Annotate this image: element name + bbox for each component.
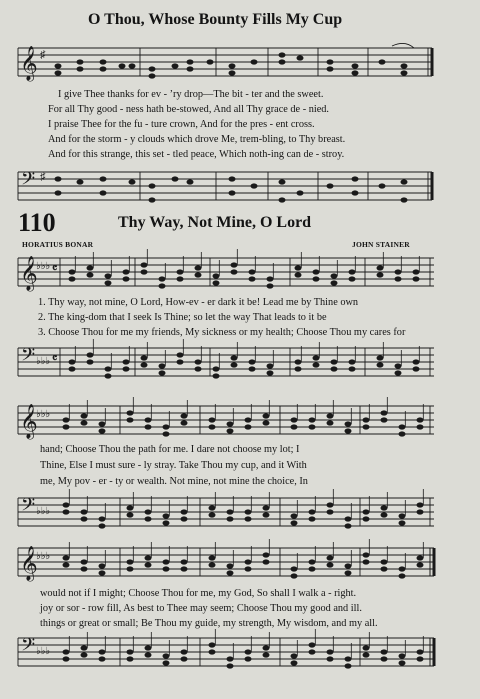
note-head [363,516,370,521]
hymn-author: HORATIUS BONAR [22,240,94,249]
note-head [145,645,152,650]
note-head [231,362,238,367]
note-head [105,373,112,378]
note-head [145,417,152,422]
note-head [163,660,170,665]
note-head [345,523,352,528]
note-head [327,649,334,654]
note-head [141,355,148,360]
note-head [327,555,334,560]
note-head [163,424,170,429]
note-head [141,269,148,274]
note-head [245,649,252,654]
note-head [81,559,88,564]
note-head [295,366,302,371]
note-head [345,421,352,426]
note-head [381,410,388,415]
note-head [245,559,252,564]
note-head [81,652,88,657]
note-head [63,649,70,654]
note-head [327,420,334,425]
note-head [181,566,188,571]
note-head [377,362,384,367]
note-head [213,366,220,371]
hymn-composer: JOHN STAINER [352,240,410,249]
note-head [381,649,388,654]
note-head [63,562,70,567]
note-head [417,649,424,654]
key-signature-icon: ♭♭♭ [36,409,51,420]
note-head [231,269,238,274]
note-head [267,276,274,281]
note-head [349,276,356,281]
svg-text:𝄢: 𝄢 [21,168,36,193]
note-head [81,413,88,418]
hymn2-sys2-verse-2: Thine, Else I must sure - ly stray. Take Thou my cup, and it With [40,460,307,471]
note-head [145,652,152,657]
note-head [209,512,216,517]
note-head [163,431,170,436]
note-head [313,355,320,360]
note-head [291,513,298,518]
hymn1-verse-4: And for the storm - y clouds which drove Me, trem-bling, to Thy breast. [48,134,346,145]
note-head [209,642,216,647]
note-head [245,656,252,661]
hymn2-sys2-verse-3: me, My pov - er - ty or wealth. Not mine, not mine the choice, In [40,476,308,487]
svg-text:♯: ♯ [40,49,46,61]
note-head [363,552,370,557]
note-head [363,645,370,650]
note-head [227,570,234,575]
note-head [163,513,170,518]
note-head [327,413,334,418]
treble-clef-icon: 𝄞 [20,404,38,439]
key-signature-icon: ♭♭♭ [36,356,51,367]
hymn2-sys3-verse-2: joy or sor - row fill, As best to Thee may seem; Choose Thou my good and ill. [40,603,362,614]
note-head [231,355,238,360]
note-head [231,262,238,267]
note-head [245,509,252,514]
treble-clef-icon: 𝄞 [20,256,38,291]
note-head [395,363,402,368]
treble-staff [0,540,480,584]
note-head [309,516,316,521]
note-head [81,566,88,571]
note-head [395,269,402,274]
note-head [141,262,148,267]
note-head [295,265,302,270]
key-signature-icon: ♭♭♭ [36,551,51,562]
note-head [127,410,134,415]
note-head [309,649,316,654]
key-signature-icon: ♭♭♭ [36,506,51,517]
note-head [377,272,384,277]
note-head [177,359,184,364]
note-head [87,265,94,270]
note-head [381,566,388,571]
note-head [249,269,256,274]
note-head [99,656,106,661]
note-head [263,505,270,510]
note-head [295,359,302,364]
note-head [181,420,188,425]
note-head [127,559,134,564]
note-head [263,413,270,418]
note-head [99,649,106,654]
hymn1-verse-5: And for this strange, this set - tled peace, Which noth-ing can de - stroy. [48,149,345,160]
treble-clef-icon: 𝄞 [20,546,38,581]
note-head [141,362,148,367]
note-head [263,559,270,564]
note-head [263,420,270,425]
note-head [69,366,76,371]
note-head [163,520,170,525]
note-head [245,417,252,422]
note-head [145,509,152,514]
note-head [209,424,216,429]
note-head [99,421,106,426]
note-head [181,559,188,564]
note-head [81,420,88,425]
note-head [177,269,184,274]
key-signature-icon: ♭♭♭ [36,646,51,657]
note-head [159,363,166,368]
svg-text:♯: ♯ [40,171,46,183]
note-head [227,656,234,661]
note-head [195,272,202,277]
note-head [381,505,388,510]
note-head [63,656,70,661]
note-head [99,516,106,521]
note-head [227,516,234,521]
note-head [209,505,216,510]
note-head [127,512,134,517]
hymn2-sys1-verse-3: 3. Choose Thou for me my friends, My sickness or my health; Choose Thou my cares for [38,327,406,338]
note-head [249,359,256,364]
note-head [417,555,424,560]
hymn-title: Thy Way, Not Mine, O Lord [118,214,312,231]
note-head [163,559,170,564]
note-head [195,366,202,371]
note-head [381,656,388,661]
treble-staff [0,398,480,442]
bass-clef-icon: 𝄢 [21,635,36,660]
note-head [377,265,384,270]
note-head [345,570,352,575]
note-head [327,562,334,567]
note-head [127,566,134,571]
note-head [195,265,202,270]
note-head [209,562,216,567]
note-head [363,559,370,564]
note-head [87,272,94,277]
note-head [399,520,406,525]
hymn1-verse-3: I praise Thee for the fu - ture crown, And for the pres - ent cross. [48,119,315,130]
note-head [159,370,166,375]
treble-staff [0,40,480,90]
note-head [349,359,356,364]
note-head [291,660,298,665]
note-head [399,653,406,658]
note-head [127,656,134,661]
hymn1-verse-2: For all Thy good - ness hath be-stowed, And all Thy grace de - nied. [48,104,330,115]
hymn2-sys2-verse-1: hand; Choose Thou the path for me. I dare not choose my lot; I [40,444,300,455]
note-head [127,649,134,654]
note-head [413,276,420,281]
note-head [381,417,388,422]
note-head [399,660,406,665]
note-head [417,417,424,422]
note-head [381,512,388,517]
note-head [209,417,216,422]
note-head [327,656,334,661]
hymn2-sys1-verse-1: 1. Thy way, not mine, O Lord, How-ev - er dark it be! Lead me by Thine own [38,297,359,308]
note-head [345,428,352,433]
time-signature-icon: 𝄴 [52,261,58,275]
note-head [105,273,112,278]
hymn2-sys1-verse-2: 2. The king-dom that I seek Is Thine; so let the way That leads to it be [38,312,327,323]
note-head [81,509,88,514]
note-head [127,505,134,510]
note-head [69,359,76,364]
note-head [213,273,220,278]
note-head [263,645,270,650]
note-head [395,276,402,281]
note-head [249,366,256,371]
hymn-number: 110 [18,208,56,237]
note-head [309,417,316,422]
treble-staff [0,250,480,294]
note-head [213,373,220,378]
note-head [331,280,338,285]
note-head [209,555,216,560]
svg-text:𝄞: 𝄞 [20,46,38,81]
note-head [177,276,184,281]
note-head [345,563,352,568]
hymn2-sys3-verse-1: would not if I might; Choose Thou for me, my God, So shall I walk a - right. [40,588,357,599]
note-head [63,424,70,429]
note-head [227,509,234,514]
note-head [381,559,388,564]
note-head [87,352,94,357]
note-head [63,417,70,422]
note-head [309,642,316,647]
note-head [413,359,420,364]
note-head [331,366,338,371]
note-head [363,424,370,429]
bass-staff [0,340,480,384]
note-head [181,649,188,654]
bass-clef-icon: 𝄢 [21,495,36,520]
bass-staff [0,164,480,206]
note-head [145,562,152,567]
note-head [267,283,274,288]
note-head [227,421,234,426]
note-head [245,566,252,571]
bass-staff [0,490,480,534]
note-head [309,566,316,571]
note-head [69,276,76,281]
hymn1-verse-1: I give Thee thanks for ev - ’ry drop—The bit - ter and the sweet. [58,89,324,100]
note-head [399,424,406,429]
note-head [213,280,220,285]
note-head [399,573,406,578]
note-head [227,563,234,568]
note-head [177,352,184,357]
note-head [105,280,112,285]
bass-clef-icon: 𝄢 [21,345,36,370]
note-head [87,359,94,364]
note-head [263,552,270,557]
note-head [399,566,406,571]
note-head [291,653,298,658]
note-head [181,516,188,521]
hymn-title: O Thou, Whose Bounty Fills My Cup [88,11,343,28]
note-head [63,555,70,560]
note-head [413,269,420,274]
note-head [159,283,166,288]
note-head [363,509,370,514]
note-head [159,276,166,281]
note-head [249,276,256,281]
note-head [123,269,130,274]
note-head [363,417,370,422]
note-head [145,424,152,429]
note-head [345,656,352,661]
note-head [227,428,234,433]
note-head [245,424,252,429]
note-head [291,520,298,525]
note-head [313,269,320,274]
note-head [417,502,424,507]
note-head [331,273,338,278]
note-head [123,276,130,281]
note-head [181,413,188,418]
note-head [291,573,298,578]
note-head [267,363,274,368]
note-head [309,424,316,429]
note-head [99,523,106,528]
note-head [195,359,202,364]
note-head [309,559,316,564]
note-head [227,663,234,668]
note-head [163,653,170,658]
note-head [99,570,106,575]
note-head [313,362,320,367]
note-head [63,502,70,507]
note-head [81,645,88,650]
note-head [327,502,334,507]
time-signature-icon: 𝄴 [52,351,58,365]
note-head [417,656,424,661]
note-head [99,428,106,433]
note-head [417,562,424,567]
note-head [181,509,188,514]
note-head [395,370,402,375]
note-head [413,366,420,371]
hymn2-sys3-verse-3: things or great or small; Be Thou my guide, my strength, My wisdom, and my all. [40,618,378,629]
note-head [363,652,370,657]
note-head [313,276,320,281]
note-head [417,424,424,429]
note-head [291,417,298,422]
note-head [245,516,252,521]
note-head [263,652,270,657]
key-signature-icon: ♭♭♭ [36,261,51,272]
note-head [123,366,130,371]
note-head [309,509,316,514]
note-head [291,424,298,429]
note-head [105,366,112,371]
note-head [209,649,216,654]
note-head [377,355,384,360]
note-head [345,663,352,668]
note-head [81,516,88,521]
note-head [267,370,274,375]
note-head [163,566,170,571]
note-head [291,566,298,571]
note-head [181,656,188,661]
note-head [145,555,152,560]
note-head [331,359,338,364]
note-head [349,366,356,371]
note-head [63,509,70,514]
note-head [99,563,106,568]
note-head [345,516,352,521]
note-head [295,272,302,277]
note-head [263,512,270,517]
note-head [399,431,406,436]
note-head [327,509,334,514]
note-head [123,359,130,364]
bass-staff [0,630,480,674]
note-head [349,269,356,274]
note-head [69,269,76,274]
note-head [417,509,424,514]
note-head [127,417,134,422]
note-head [399,513,406,518]
note-head [145,516,152,521]
